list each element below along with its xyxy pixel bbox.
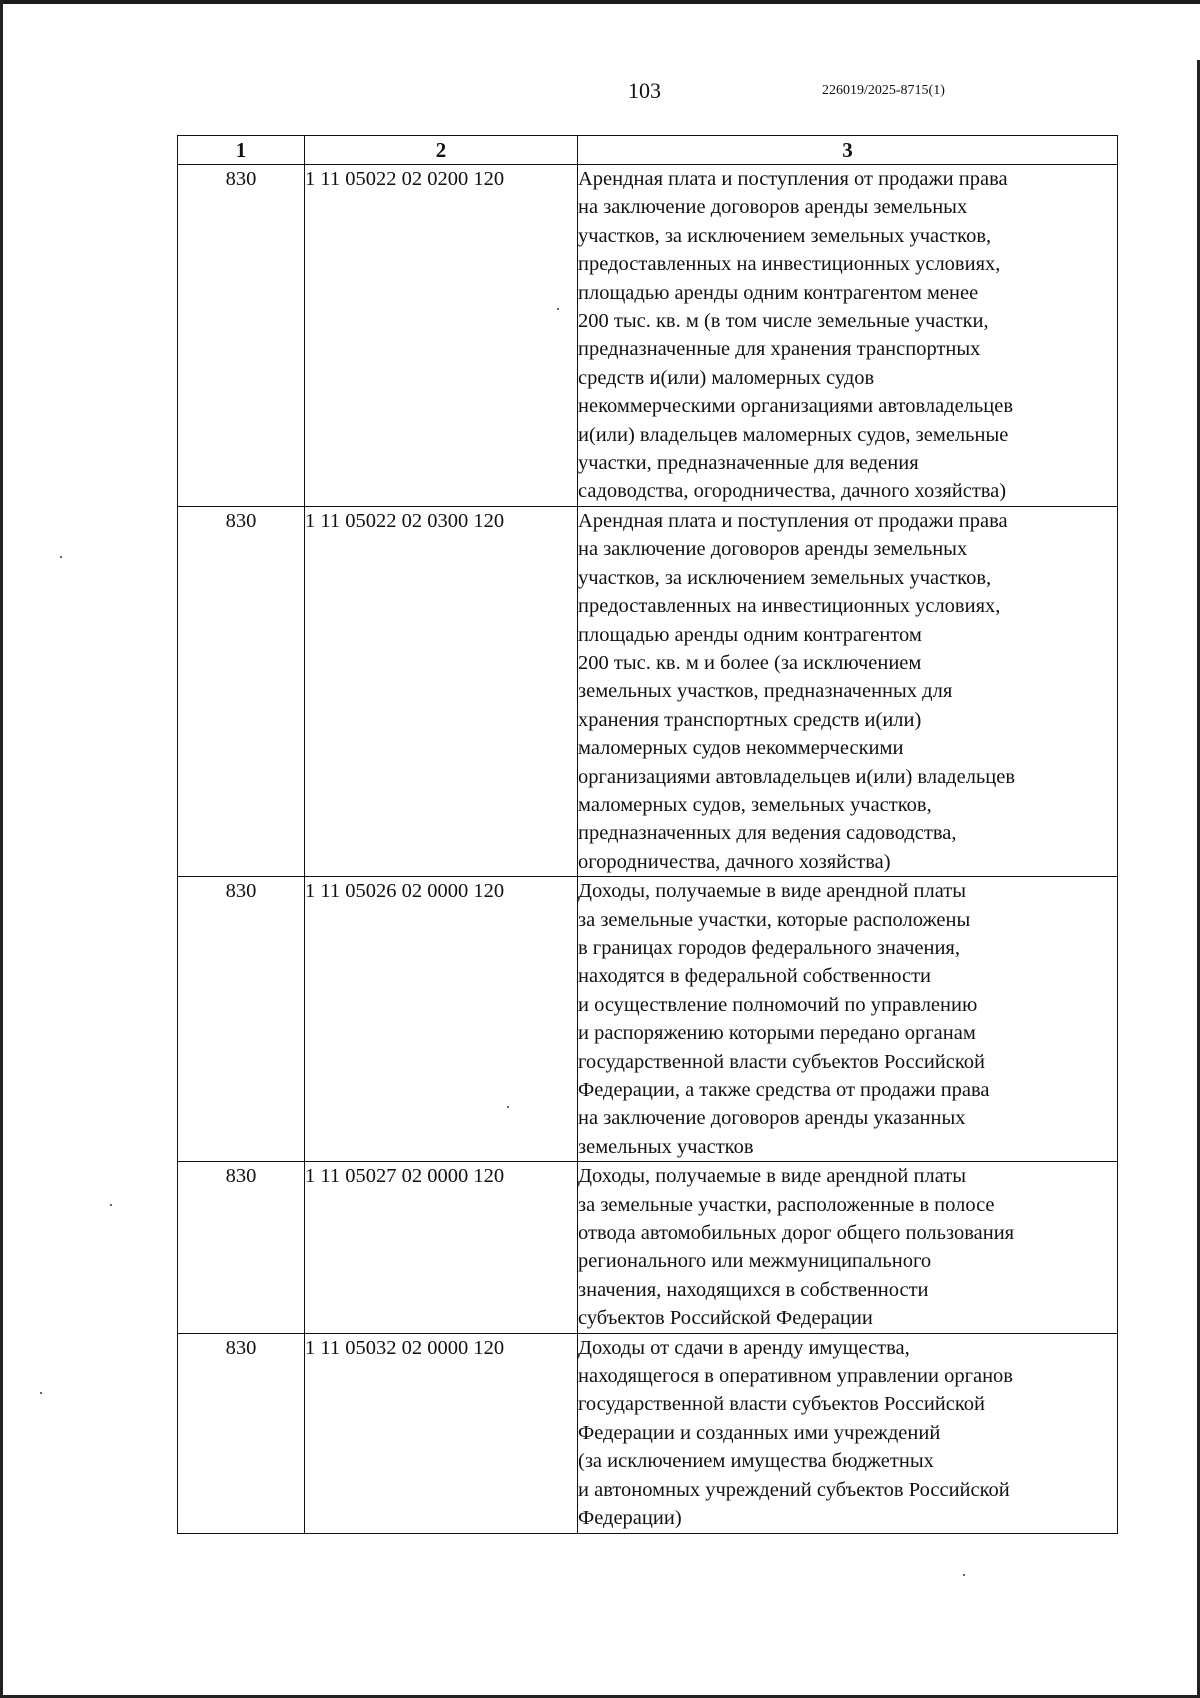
row-budget-classification-code: 1 11 05026 02 0000 120 xyxy=(305,877,578,1162)
description-line: на заключение договоров аренды указанных xyxy=(578,1107,966,1130)
row-admin-code: 830 xyxy=(178,877,305,1162)
description-line: площадью аренды одним контрагентом xyxy=(578,623,922,646)
scan-speck xyxy=(60,556,62,558)
description-line: на заключение договоров аренды земельных xyxy=(578,196,968,219)
description-line: огородничества, дачного хозяйства) xyxy=(578,850,891,873)
description-line: маломерных судов, земельных участков, xyxy=(578,793,932,816)
description-line: организациями автовладельцев и(или) владельцев xyxy=(578,765,1016,788)
scan-speck xyxy=(507,1106,509,1108)
description-line: предоставленных на инвестиционных условиях, xyxy=(578,253,1001,276)
description-line: участков, за исключением земельных участков, xyxy=(578,224,992,247)
description-line: некоммерческими организациями автовладельцев xyxy=(578,395,1014,418)
description-line: за земельные участки, которые расположены xyxy=(578,908,971,931)
description-line: участков, за исключением земельных участков, xyxy=(578,566,992,589)
row-admin-code: 830 xyxy=(178,1333,305,1533)
row-budget-classification-code: 1 11 05022 02 0300 120 xyxy=(305,506,578,876)
page-number: 103 xyxy=(628,78,661,103)
description-line: средств и(или) маломерных судов xyxy=(578,366,875,389)
description-line: на заключение договоров аренды земельных xyxy=(578,538,968,561)
scan-speck xyxy=(40,1392,42,1394)
scan-speck xyxy=(110,1204,112,1206)
row-description xyxy=(578,165,1118,507)
description-line: площадью аренды одним контрагентом менее xyxy=(578,281,979,304)
table-row xyxy=(178,165,1118,507)
row-description xyxy=(578,506,1118,876)
description-line: субъектов Российской Федерации xyxy=(578,1307,873,1330)
revenue-codes-table xyxy=(177,135,1118,1534)
row-description xyxy=(578,1333,1118,1533)
row-budget-classification-code: 1 11 05032 02 0000 120 xyxy=(305,1333,578,1533)
description-line: 200 тыс. кв. м (в том числе земельные участки, xyxy=(578,310,989,333)
description-line: в границах городов федерального значения, xyxy=(578,936,960,959)
description-line: маломерных судов некоммерческими xyxy=(578,737,904,760)
description-line: предназначенных для ведения садоводства, xyxy=(578,822,957,845)
description-line: Доходы от сдачи в аренду имущества, xyxy=(578,1336,910,1359)
description-line: значения, находящихся в собственности xyxy=(578,1278,929,1301)
description-line: и осуществление полномочий по управлению xyxy=(578,993,978,1016)
description-line: отвода автомобильных дорог общего пользования xyxy=(578,1222,1015,1245)
description-line: Доходы, получаемые в виде арендной платы xyxy=(578,880,966,903)
description-line: и распоряжению которыми передано органам xyxy=(578,1022,976,1045)
table-row xyxy=(178,506,1118,876)
description-line: находятся в федеральной собственности xyxy=(578,965,932,988)
description-line: садоводства, огородничества, дачного хозяйства) xyxy=(578,480,1007,503)
row-budget-classification-code: 1 11 05027 02 0000 120 xyxy=(305,1162,578,1333)
table-header-row xyxy=(178,136,1118,165)
scan-speck xyxy=(963,1574,965,1576)
description-line: Федерации) xyxy=(578,1507,682,1530)
description-line: предназначенные для хранения транспортных xyxy=(578,338,981,361)
description-line: хранения транспортных средств и(или) xyxy=(578,708,922,731)
scan-edge-top xyxy=(0,0,1200,4)
description-line: земельных участков, предназначенных для xyxy=(578,680,953,703)
description-line: земельных участков xyxy=(578,1135,754,1158)
description-line: за земельные участки, расположенные в полосе xyxy=(578,1193,995,1216)
row-description xyxy=(578,877,1118,1162)
row-admin-code: 830 xyxy=(178,1162,305,1333)
column-header-2: 2 xyxy=(305,136,578,165)
table-row xyxy=(178,1333,1118,1533)
description-line: регионального или межмуниципального xyxy=(578,1250,932,1273)
column-header-3: 3 xyxy=(578,136,1118,165)
row-admin-code: 830 xyxy=(178,506,305,876)
description-line: 200 тыс. кв. м и более (за исключением xyxy=(578,651,922,674)
description-line: Арендная плата и поступления от продажи права xyxy=(578,168,1008,190)
row-admin-code: 830 xyxy=(178,165,305,507)
table-body xyxy=(178,165,1118,1534)
description-line: Федерации, а также средства от продажи права xyxy=(578,1079,990,1101)
document-code: 226019/2025-8715(1) xyxy=(822,83,945,98)
description-line: и автономных учреждений субъектов Российской xyxy=(578,1478,1010,1501)
description-line: участки, предназначенные для ведения xyxy=(578,452,919,475)
description-line: Доходы, получаемые в виде арендной платы xyxy=(578,1165,966,1188)
description-line: государственной власти субъектов Российской xyxy=(578,1393,986,1416)
description-line: (за исключением имущества бюджетных xyxy=(578,1450,934,1473)
description-line: и(или) владельцев маломерных судов, земельные xyxy=(578,423,1009,446)
description-line: находящегося в оперативном управлении органов xyxy=(578,1365,1013,1388)
row-description xyxy=(578,1162,1118,1333)
table-row xyxy=(178,1162,1118,1333)
row-budget-classification-code: 1 11 05022 02 0200 120 xyxy=(305,165,578,507)
description-line: Федерации и созданных ими учреждений xyxy=(578,1421,941,1444)
description-line: государственной власти субъектов Российской xyxy=(578,1050,986,1073)
description-line: Арендная плата и поступления от продажи права xyxy=(578,509,1008,532)
scan-edge-left xyxy=(0,0,3,1698)
scan-speck xyxy=(557,308,559,310)
column-header-1: 1 xyxy=(178,136,305,165)
description-line: предоставленных на инвестиционных условиях, xyxy=(578,595,1001,618)
table-row xyxy=(178,877,1118,1162)
